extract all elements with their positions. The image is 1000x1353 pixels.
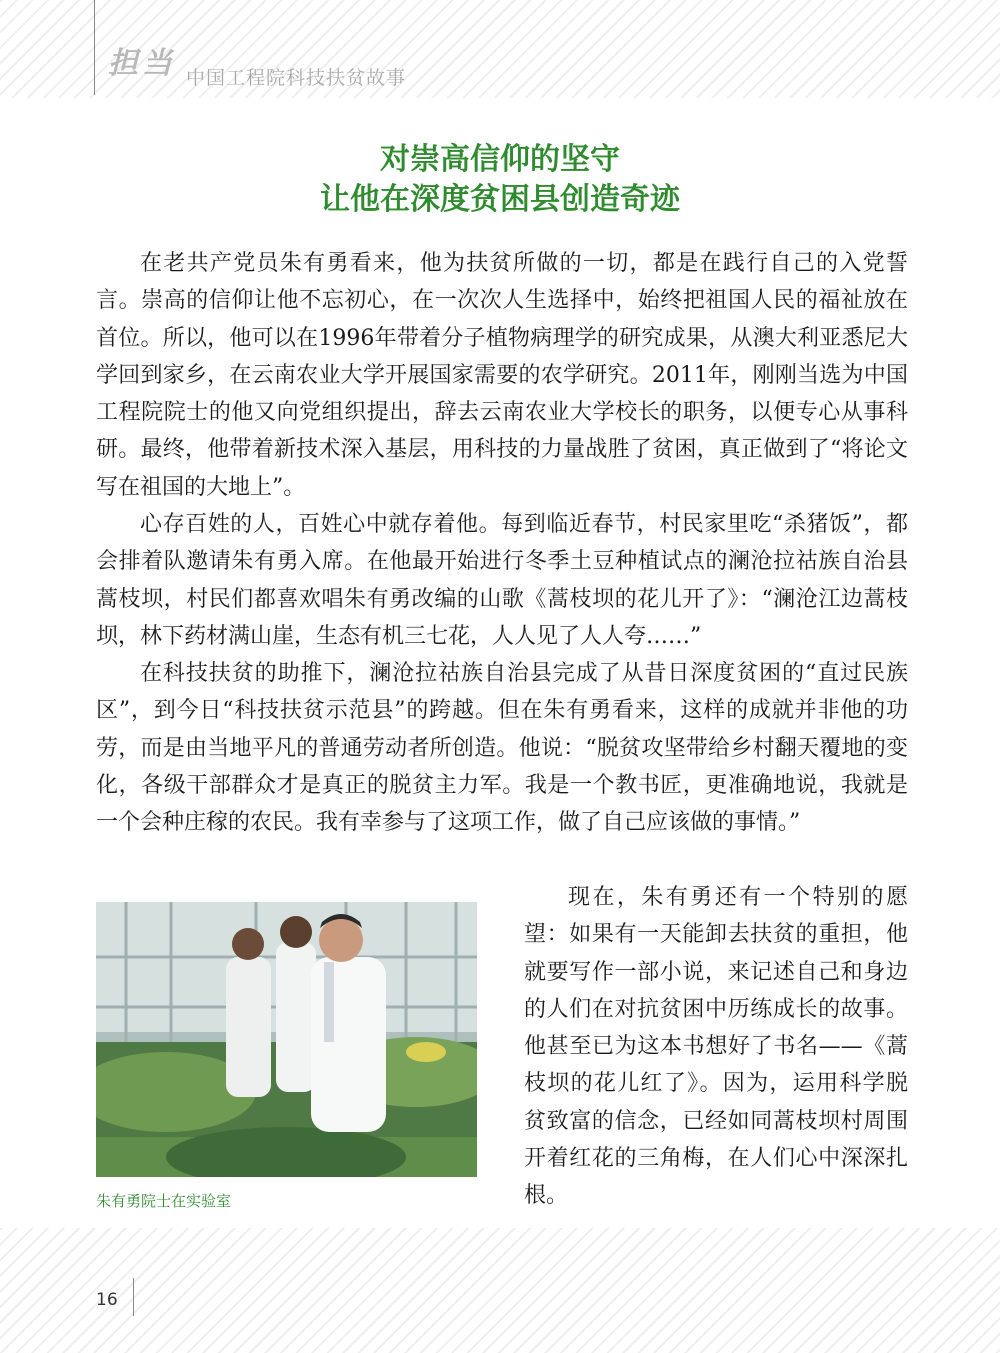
greenhouse-photo-illustration [96,902,477,1177]
brand-logo: 担当 [108,46,176,81]
photo-caption: 朱有勇院士在实验室 [96,1192,232,1210]
header-divider [94,0,95,95]
page-number: 16 [96,1290,118,1310]
paragraph: 在科技扶贫的助推下，澜沧拉祜族自治县完成了从昔日深度贫困的“直过民族区”，到今日“科技扶贫示范县”的跨越。但在朱有勇看来，这样的成就并非他的功劳，而是由当地平凡的普通劳动者所创造。他说：“脱贫攻坚带给乡村翻天覆地的变化，各级干部群众才是真正的脱贫主力军。我是一个教书匠，更准确地说，我就是一个会种庄稼的农民。我有幸参与了这项工作，做了自己应该做的事情。” [96,661,908,836]
lab-photo [96,902,477,1177]
footer-divider [133,1278,134,1316]
title-line-2: 让他在深度贫困县创造奇迹 [320,182,680,217]
paragraph: 心存百姓的人，百姓心中就存着他。每到临近春节，村民家里吃“杀猪饭”，都会排着队邀请朱有勇入席。在他最开始进行冬季土豆种植试点的澜沧拉祜族自治县蒿枝坝，村民们都喜欢唱朱有勇改编的山歌《蒿枝坝的花儿开了》：“澜沧江边蒿枝坝，林下药材满山崖，生态有机三七花，人人见了人人夸……” [96,512,908,649]
article-title [0,140,1000,220]
paragraph: 在老共产党员朱有勇看来，他为扶贫所做的一切，都是在践行自己的入党誓言。崇高的信仰让他不忘初心，在一次次人生选择中，始终把祖国人民的福祉放在首位。所以，他可以在1996年带着分子植物病理学的研究成果，从澳大利亚悉尼大学回到家乡，在云南农业大学开展国家需要的农学研究。2011年，刚刚当选为中国工程院院士的他又向党组织提出，辞去云南农业大学校长的职务，以便专心从事科研。最终，他带着新技术深入基层，用科技的力量战胜了贫困，真正做到了“将论文写在祖国的大地上”。 [96,251,908,500]
footer-hatch-band [0,1228,1000,1353]
series-title: 中国工程院科技扶贫故事 [186,67,407,89]
title-line-1: 对崇高信仰的坚守 [380,142,620,177]
paragraph: 现在，朱有勇还有一个特别的愿望：如果有一天能卸去扶贫的重担，他就要写作一部小说，来记述自己和身边的人们在对抗贫困中历练成长的故事。他甚至已为这本书想好了书名——《蒿枝坝的花儿红了》。因为，运用科学脱贫致富的信念，已经如同蒿枝坝村周围开着红花的三角梅，在人们心中深深扎根。 [524,885,908,1209]
